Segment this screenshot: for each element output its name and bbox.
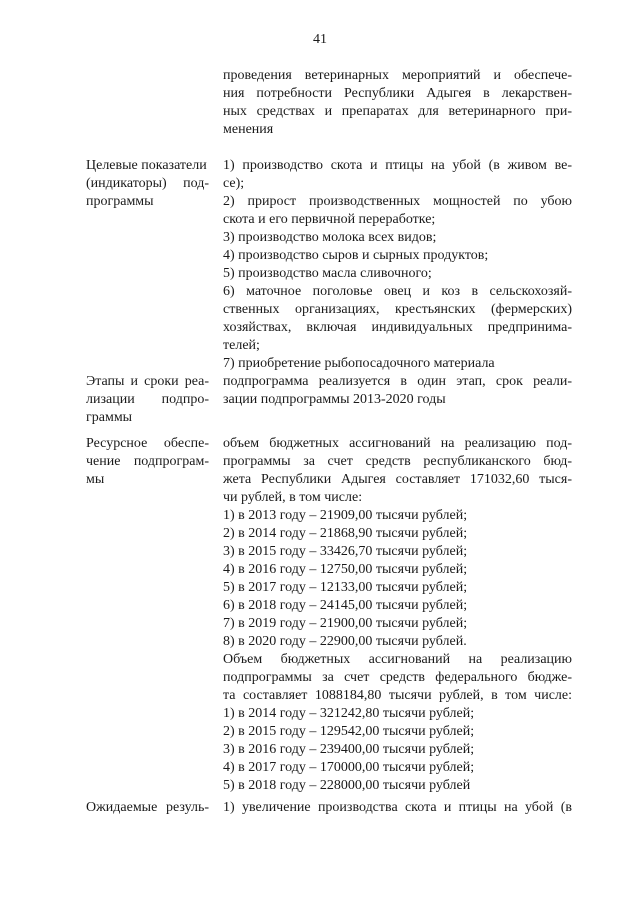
text-line: 1) в 2013 году – 21909,00 тысячи рублей; [223,508,468,523]
text-line: чи рублей, в том числе: [223,490,363,505]
row-content [223,157,572,373]
label-line: (индикаторы) под- [86,176,209,191]
text-line: хозяйствах, включая индивидуальных предпринима- [223,320,572,335]
text-line: 2) в 2015 году – 129542,00 тысячи рублей; [223,724,475,739]
text-line: 2) прирост производственных мощностей по убою [223,194,572,209]
text-line: 7) приобретение рыбопосадочного материала [223,356,495,371]
text-line: скота и его первичной переработке; [223,212,436,227]
text-line: проведения ветеринарных мероприятий и обеспече- [223,68,572,83]
text-line: 5) производство масла сливочного; [223,266,432,281]
text-line: се); [223,176,245,191]
text-line: ных средствах и препаратах для ветеринарного при- [223,104,572,119]
label-line: Ожидаемые резуль- [86,800,209,815]
text-line: программы за счет средств республиканского бюд- [223,454,572,469]
text-line: 6) в 2018 году – 24145,00 тысячи рублей; [223,598,468,613]
text-line: 4) в 2017 году – 170000,00 тысячи рублей; [223,760,475,775]
label-line: мы [86,472,105,487]
text-line: ния потребности Республики Адыгея в лекарствен- [223,86,572,101]
text-line: 3) производство молока всех видов; [223,230,437,245]
label-line: лизации подпро- [86,392,209,407]
text-line: подпрограммы за счет средств федерального бюдже- [223,670,572,685]
text-line: менения [223,122,274,137]
text-line: 1) увеличение производства скота и птицы на убой (в [223,800,572,815]
label-line: Целевые показатели [86,158,207,173]
text-line: зации подпрограммы 2013-2020 годы [223,392,446,407]
row-label [86,799,209,817]
text-line: 1) в 2014 году – 321242,80 тысячи рублей; [223,706,475,721]
text-line: телей; [223,338,260,353]
page-number: 41 [313,32,327,47]
text-line: подпрограмма реализуется в один этап, срок реали- [223,374,572,389]
label-line: чение подпрограм- [86,454,209,469]
row-content [223,373,572,409]
label-line: Ресурсное обеспе- [86,436,209,451]
text-line: 4) в 2016 году – 12750,00 тысячи рублей; [223,562,468,577]
text-line: 6) маточное поголовье овец и коз в сельскохозяй- [223,284,572,299]
row-label [86,157,209,211]
row-content [223,799,572,817]
text-line: жета Республики Адыгея составляет 171032,60 тыся- [223,472,572,487]
text-line: 4) производство сыров и сырных продуктов; [223,248,489,263]
text-line: объем бюджетных ассигнований на реализацию под- [223,436,572,451]
text-line: ственных организациях, крестьянских (фермерских) [223,302,572,317]
row-label [86,373,209,427]
label-line: программы [86,194,154,209]
text-line: 3) в 2015 году – 33426,70 тысячи рублей; [223,544,468,559]
text-line: Объем бюджетных ассигнований на реализацию [223,652,572,667]
text-line: 3) в 2016 году – 239400,00 тысячи рублей; [223,742,475,757]
row-content [223,435,572,795]
text-line: та составляет 1088184,80 тысячи рублей, в том числе: [223,688,572,703]
label-line: Этапы и сроки реа- [86,374,209,389]
text-line: 1) производство скота и птицы на убой (в живом ве- [223,158,572,173]
label-line: граммы [86,410,133,425]
row-label [86,435,209,489]
text-line: 5) в 2018 году – 228000,00 тысячи рублей [223,778,471,793]
row-continuation-text [223,67,572,139]
text-line: 5) в 2017 году – 12133,00 тысячи рублей; [223,580,468,595]
text-line: 7) в 2019 году – 21900,00 тысячи рублей; [223,616,468,631]
text-line: 8) в 2020 году – 22900,00 тысячи рублей. [223,634,467,649]
text-line: 2) в 2014 году – 21868,90 тысячи рублей; [223,526,468,541]
